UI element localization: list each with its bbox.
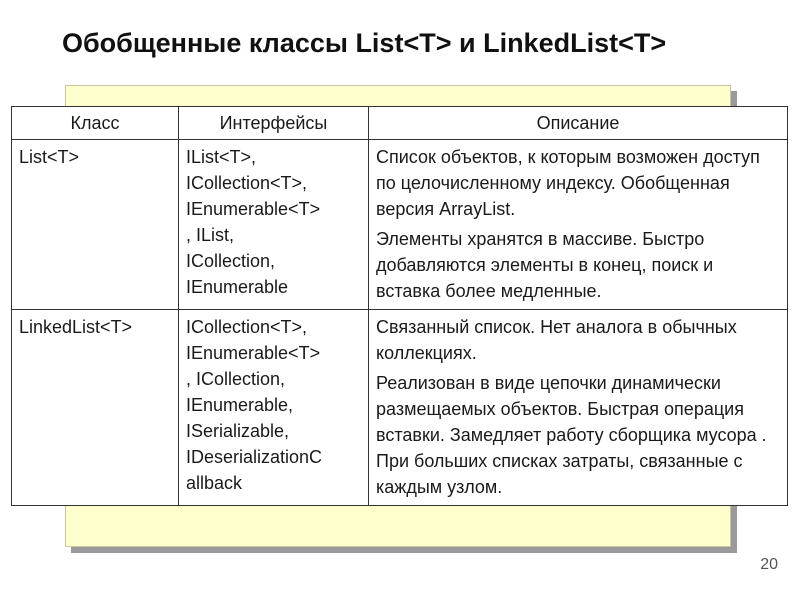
table-header-row (12, 107, 788, 140)
header-interfaces: Интерфейсы (179, 107, 369, 140)
interface-item: ICollection<T>, (186, 173, 308, 193)
interface-item: IEnumerable<T> (186, 199, 321, 219)
interface-item: IEnumerable, (186, 395, 294, 415)
cell-class: List<T> (12, 140, 179, 310)
cell-description (369, 140, 788, 310)
description-paragraph: Элементы хранятся в массиве. Быстро добавляются элементы в конец, поиск и вставка более медленные. (376, 229, 714, 301)
cell-interfaces (179, 140, 369, 310)
table-row (12, 310, 788, 506)
description-paragraph: Реализован в виде цепочки динамически размещаемых объектов. Быстрая операция вставки. Замедляет работу сборщика мусора . При больших списках затраты, связанные с каждым узлом. (376, 373, 767, 497)
cell-interfaces (179, 310, 369, 506)
interface-item: IList<T>, (186, 147, 257, 167)
slide-title: Обобщенные классы List<T> и LinkedList<T> (62, 28, 667, 58)
description-paragraph: Связанный список. Нет аналога в обычных коллекциях. (376, 317, 737, 363)
page-number: 20 (760, 556, 778, 573)
interface-item: allback (186, 473, 243, 493)
cell-class: LinkedList<T> (12, 310, 179, 506)
interface-item: ISerializable, (186, 421, 290, 441)
table-row (12, 140, 788, 310)
interface-item: , IList, (186, 225, 235, 245)
interface-item: ICollection, (186, 251, 276, 271)
interface-item: IDeserializationC (186, 447, 323, 467)
interface-item: IEnumerable (186, 277, 289, 297)
description-paragraph: Список объектов, к которым возможен доступ по целочисленному индексу. Обобщенная версия ArrayList. (376, 147, 760, 219)
interface-item: ICollection<T>, (186, 317, 308, 337)
cell-description (369, 310, 788, 506)
header-description: Описание (369, 107, 788, 140)
header-class: Класс (12, 107, 179, 140)
collections-table (11, 106, 788, 506)
interface-item: IEnumerable<T> (186, 343, 321, 363)
interface-item: , ICollection, (186, 369, 286, 389)
